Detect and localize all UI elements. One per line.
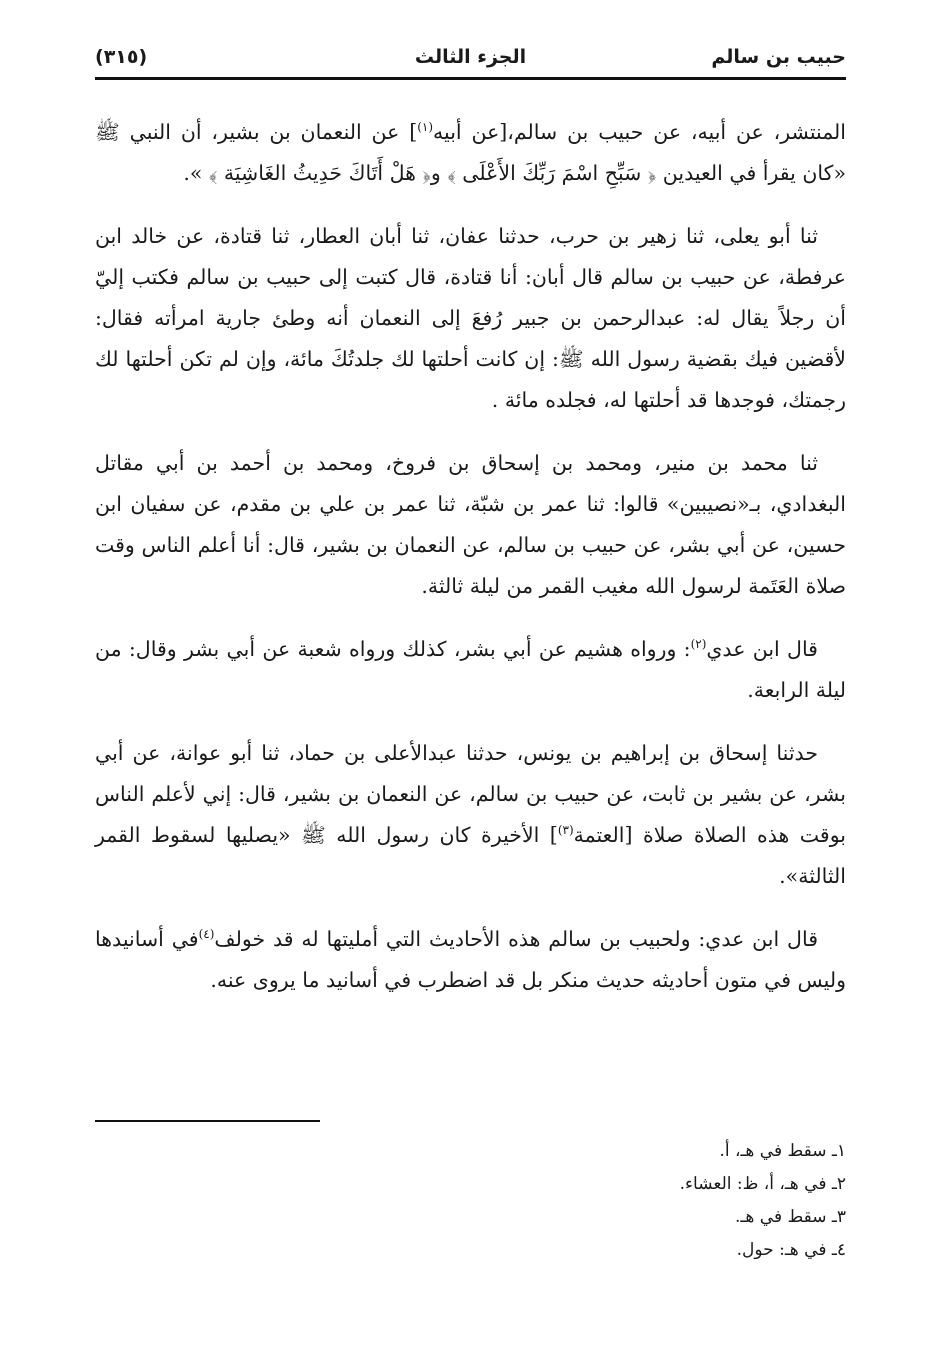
running-header (95, 40, 846, 80)
body-text (95, 112, 846, 1023)
footnote-rule (95, 1120, 320, 1122)
header-rule (95, 77, 846, 80)
footnote-1: ١ـ سقط في هـ، أ. (719, 1141, 846, 1161)
paragraph-3: ثنا محمد بن منير، ومحمد بن إسحاق بن فروخ، ومحمد بن أحمد بن أبي مقاتل البغدادي، بـ«نصيبين» قالوا: ثنا عمر بن شبّة، ثنا عمر بن علي بن مقدم، عن سفيان ابن حسين، عن أبي بشر، عن حبيب بن سالم، عن النعمان بن بشير، قال: أنا أعلم الناس وقت صلاة العَتَمة لرسول الله مغيب القمر من ليلة ثالثة. (95, 451, 846, 598)
paragraph-1: المنتشر، عن أبيه، عن حبيب بن سالم،[عن أبيه$^{(١)}$] عن النعمان بن بشير، أن النبي ﷺ «كان يقرأ في العيدين ﴿ سَبِّحِ اسْمَ رَبِّكَ الأَعْلَى ﴾ و﴿ هَلْ أَتَاكَ حَدِيثُ الغَاشِيَة ﴾ ». (95, 120, 846, 185)
footnote-3: ٣ـ سقط في هـ. (735, 1207, 846, 1227)
paragraph-5: حدثنا إسحاق بن إبراهيم بن يونس، حدثنا عبدالأعلى بن حماد، ثنا أبو عوانة، عن أبي بشر، عن بشير بن ثابت، عن حبيب بن سالم، عن النعمان بن بشير، قال: إني لأعلم الناس بوقت هذه الصلاة صلاة [العتمة$^{(٣)}$] الأخيرة كان رسول الله ﷺ «يصليها لسقوط القمر الثالثة». (95, 741, 846, 888)
footnote-ref-2: (٢) (690, 637, 707, 652)
header-title: حبيب بن سالم (711, 46, 846, 68)
footnote-4: ٤ـ في هـ: حول. (736, 1240, 846, 1260)
footnotes (95, 1135, 846, 1267)
header-volume: الجزء الثالث (414, 46, 527, 68)
paragraph-2: ثنا أبو يعلى، ثنا زهير بن حرب، حدثنا عفان، ثنا أبان العطار، ثنا قتادة، عن خالد ابن عرفطة، عن حبيب بن سالم قال أبان: أنا قتادة، قال كتبت إلى حبيب بن سالم فكتب إليّ أن رجلاً يقال له: عبدالرحمن بن جبير رُفعَ إلى النعمان أنه وطئ جارية امرأته فقال: لأقضين فيك بقضية رسول الله ﷺ: إن كانت أحلتها لك جلدتُكَ مائة، وإن لم تكن أحلتها لك رجمتك، فوجدها قد أحلتها له، فجلده مائة . (95, 224, 846, 412)
footnote-ref-4: (٤) (198, 927, 215, 942)
footnote-ref-1: (١) (417, 120, 434, 135)
paragraph-4: قال ابن عدي$^{(٢)}$: ورواه هشيم عن أبي بشر، كذلك ورواه شعبة عن أبي بشر وقال: من ليلة الرابعة. (95, 637, 846, 702)
paragraph-6: قال ابن عدي: ولحبيب بن سالم هذه الأحاديث التي أمليتها له قد خولف$^{(٤)}$في أسانيدها وليس في متون أحاديثه حديث منكر بل قد اضطرب في أسانيد ما يروى عنه. (95, 927, 846, 992)
page-number: (٣١٥) (95, 46, 148, 68)
footnote-2: ٢ـ في هـ، أ، ظ: العشاء. (679, 1174, 846, 1194)
footnote-ref-3: (٣) (557, 823, 574, 838)
